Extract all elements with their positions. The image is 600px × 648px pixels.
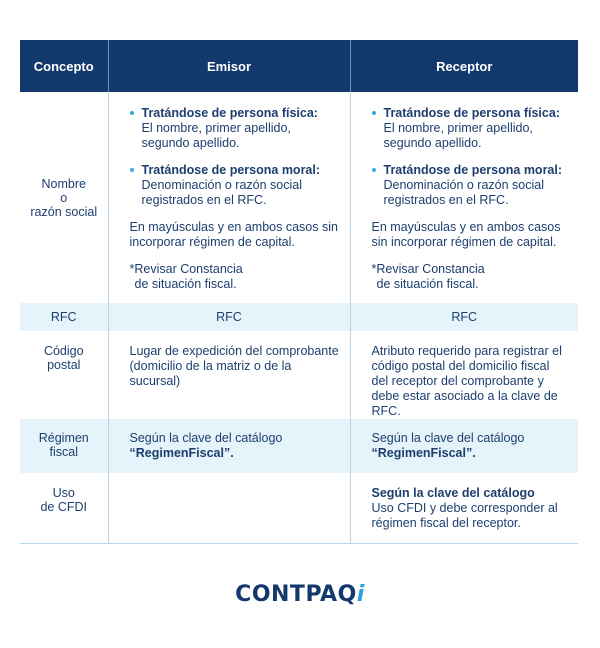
concept-uso-cfdi (20, 473, 108, 543)
emisor-codigo-postal-text: Lugar de expedición del comprobante (domicilio de la matriz o de la sucursal) (129, 344, 339, 388)
revisar-note (372, 262, 569, 292)
table-header-row (20, 40, 578, 92)
header-emisor: Emisor (108, 40, 350, 92)
emisor-regimen-code: “RegimenFiscal”. (129, 446, 234, 460)
emisor-uso-cfdi-cell (108, 473, 350, 543)
persona-fisica-text: El nombre, primer apellido, segundo apellido. (383, 121, 533, 150)
concept-regimen-fiscal (20, 419, 108, 473)
bullet-dot-icon (130, 168, 134, 172)
revisar-line-1: *Revisar Constancia (371, 262, 485, 276)
concept-line: fiscal (49, 445, 78, 459)
receptor-uso-cfdi-cell (350, 473, 578, 543)
revisar-line-1: *Revisar Constancia (129, 262, 243, 276)
header-concepto: Concepto (20, 40, 108, 92)
receptor-codigo-postal-cell (350, 331, 578, 419)
receptor-nombre-cell (350, 92, 578, 303)
revisar-line-2: de situación fiscal. (134, 277, 237, 291)
list-item (130, 163, 340, 208)
logo-accent-text: i (356, 582, 365, 607)
emisor-codigo-postal-cell (108, 331, 350, 419)
receptor-persona-list (372, 106, 569, 208)
receptor-uso-cfdi-title: Según la clave del catálogo (371, 486, 535, 500)
bullet-dot-icon (130, 111, 134, 115)
emisor-persona-list (130, 106, 340, 208)
mayusculas-note: En mayúsculas y en ambos casos sin incorporar régimen de capital. (371, 220, 561, 249)
concept-codigo-postal (20, 331, 108, 419)
concept-line: de CFDI (40, 500, 88, 514)
row-codigo-postal (20, 331, 578, 419)
list-item (372, 163, 569, 208)
receptor-regimen-code: “RegimenFiscal”. (371, 446, 476, 460)
receptor-regimen-text: Según la clave del catálogo (371, 431, 525, 445)
persona-moral-title: Tratándose de persona moral: (383, 163, 563, 177)
concept-rfc: RFC (20, 303, 108, 331)
persona-moral-text: Denominación o razón social registrados en el RFC. (383, 178, 545, 207)
persona-moral-text: Denominación o razón social registrados en el RFC. (141, 178, 303, 207)
concept-line: razón social (30, 204, 98, 219)
bullet-dot-icon (372, 111, 376, 115)
row-regimen-fiscal (20, 419, 578, 473)
receptor-codigo-postal-text: Atributo requerido para registrar el código postal del domicilio fiscal del receptor del comprobante y debe estar asociado a la clave de RFC. (371, 344, 562, 418)
contpaqi-logo (0, 582, 600, 607)
revisar-line-2: de situación fiscal. (376, 277, 479, 291)
receptor-uso-cfdi-text: Uso CFDI y debe corresponder al régimen fiscal del receptor. (371, 501, 558, 530)
cfdi-comparison-table (20, 40, 578, 544)
cfdi-comparison-table-wrapper (20, 40, 578, 544)
row-uso-cfdi (20, 473, 578, 543)
bullet-dot-icon (372, 168, 376, 172)
row-rfc (20, 303, 578, 331)
list-item (130, 106, 340, 151)
concept-nombre (20, 92, 108, 303)
list-item (372, 106, 569, 151)
revisar-note (130, 262, 340, 292)
persona-fisica-text: El nombre, primer apellido, segundo apellido. (141, 121, 291, 150)
emisor-regimen-text: Según la clave del catálogo (129, 431, 283, 445)
receptor-regimen-cell (350, 419, 578, 473)
logo-main-text: CONTPAQ (235, 582, 357, 607)
concept-line: o (60, 190, 68, 205)
receptor-rfc-cell: RFC (350, 303, 578, 331)
concept-line: postal (47, 358, 81, 372)
header-receptor: Receptor (350, 40, 578, 92)
emisor-regimen-cell (108, 419, 350, 473)
row-nombre (20, 92, 578, 303)
mayusculas-note: En mayúsculas y en ambos casos sin incorporar régimen de capital. (129, 220, 338, 249)
persona-fisica-title: Tratándose de persona física: (383, 106, 560, 120)
emisor-rfc-cell: RFC (108, 303, 350, 331)
concept-line: Régimen (38, 431, 89, 445)
persona-moral-title: Tratándose de persona moral: (141, 163, 321, 177)
concept-line: Código (43, 344, 84, 358)
emisor-nombre-cell (108, 92, 350, 303)
concept-line: Nombre (41, 176, 86, 191)
persona-fisica-title: Tratándose de persona física: (141, 106, 318, 120)
concept-line: Uso (52, 486, 75, 500)
